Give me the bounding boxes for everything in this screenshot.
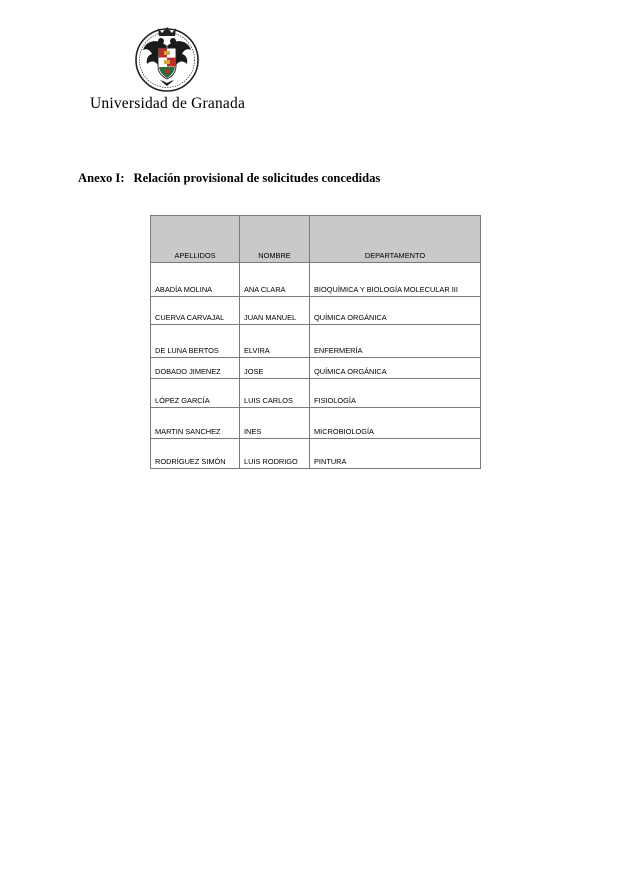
table-row [151,263,481,297]
column-header-apellidos: APELLIDOS [151,216,240,263]
cell-apellidos: RODRÍGUEZ SIMÓN [151,439,240,469]
cell-apellidos: ABADÍA MOLINA [151,263,240,297]
cell-apellidos: LÓPEZ GARCÍA [151,379,240,408]
annex-title: Relación provisional de solicitudes concedidas [133,171,381,185]
cell-departamento: PINTURA [310,439,481,469]
column-header-nombre: NOMBRE [240,216,310,263]
table-row [151,379,481,408]
cell-nombre: LUIS RODRIGO [240,439,310,469]
table-row [151,297,481,325]
cell-apellidos: MARTIN SANCHEZ [151,408,240,439]
cell-departamento: FISIOLOGÍA [310,379,481,408]
table-row [151,439,481,469]
cell-nombre: INES [240,408,310,439]
annex-label: Anexo I: [78,171,125,185]
university-name: Universidad de Granada [90,95,246,112]
table-row [151,325,481,358]
cell-apellidos: CUERVA CARVAJAL [151,297,240,325]
cell-departamento: QUÍMICA ORGÁNICA [310,297,481,325]
grants-table [150,215,481,469]
cell-departamento: QUÍMICA ORGÁNICA [310,358,481,379]
university-seal-icon [134,24,200,94]
annex-heading [78,171,380,186]
cell-nombre: JOSE [240,358,310,379]
table-header-row [151,216,481,263]
cell-nombre: LUIS CARLOS [240,379,310,408]
cell-departamento: BIOQUÍMICA Y BIOLOGÍA MOLECULAR III [310,263,481,297]
cell-apellidos: DE LUNA BERTOS [151,325,240,358]
cell-departamento: MICROBIOLOGÍA [310,408,481,439]
cell-nombre: JUAN MANUEL [240,297,310,325]
cell-nombre: ELVIRA [240,325,310,358]
column-header-departamento: DEPARTAMENTO [310,216,481,263]
cell-apellidos: DOBADO JIMENEZ [151,358,240,379]
cell-nombre: ANA CLARA [240,263,310,297]
table-row [151,358,481,379]
cell-departamento: ENFERMERÍA [310,325,481,358]
table-row [151,408,481,439]
